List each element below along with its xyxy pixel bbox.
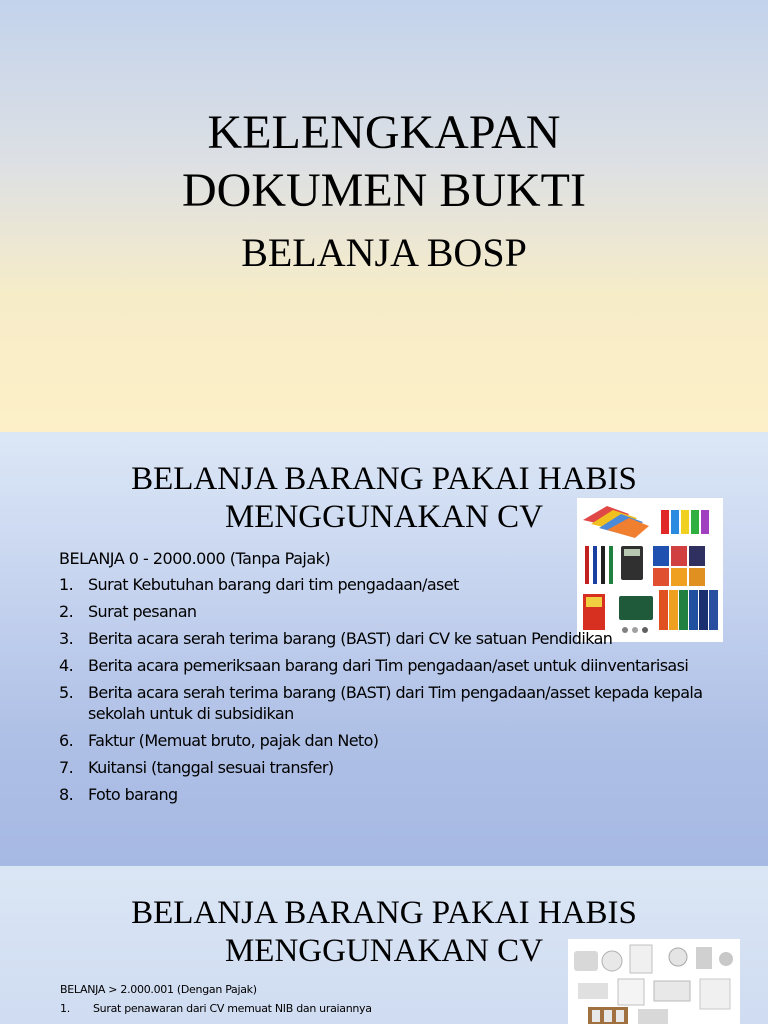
- slide-title-line2: DOKUMEN BUKTI: [182, 164, 586, 217]
- list-text: Berita acara pemeriksaan barang dari Tim pengadaan/aset untuk diinventarisasi: [88, 656, 689, 675]
- list-number: 3.: [59, 629, 74, 648]
- list-item: [59, 574, 739, 595]
- list-text: Berita acara serah terima barang (BAST) dari Tim pengadaan/asset kepada kepala sekolah untuk di subsidikan: [88, 683, 703, 723]
- document-list: [60, 1002, 372, 1016]
- list-text: Faktur (Memuat bruto, pajak dan Neto): [88, 731, 379, 750]
- list-number: 8.: [59, 785, 74, 804]
- list-item: [59, 628, 739, 649]
- list-number: 4.: [59, 656, 74, 675]
- document-list: [59, 574, 739, 811]
- slide-subtitle: BELANJA BOSP: [241, 230, 527, 275]
- list-item: [59, 757, 739, 778]
- content-slide-with-tax: [0, 866, 768, 1024]
- slide-title: [0, 104, 768, 220]
- list-item: [59, 601, 739, 622]
- slide-title-line1: KELENGKAPAN: [207, 106, 561, 159]
- list-number: 7.: [59, 758, 74, 777]
- slide-heading-line2: MENGGUNAKAN CV: [224, 933, 544, 969]
- electrical-supplies-illustration: [568, 939, 740, 1024]
- slide-heading-line1: BELANJA BARANG PAKAI HABIS: [131, 895, 637, 931]
- list-number: 2.: [59, 602, 74, 621]
- list-number: 6.: [59, 731, 74, 750]
- list-number: 1.: [59, 575, 74, 594]
- list-item: [60, 1002, 372, 1016]
- slide-heading-line2: MENGGUNAKAN CV: [224, 499, 544, 535]
- list-text: Berita acara serah terima barang (BAST) dari CV ke satuan Pendidikan: [88, 629, 613, 648]
- list-item: [59, 655, 739, 676]
- title-slide: [0, 0, 768, 432]
- list-item: [59, 730, 739, 751]
- list-text: Surat penawaran dari CV memuat NIB dan uraiannya: [93, 1002, 372, 1015]
- list-number: 5.: [59, 683, 74, 702]
- list-number: 1.: [60, 1002, 70, 1015]
- price-range-label: BELANJA 0 - 2000.000 (Tanpa Pajak): [59, 549, 331, 568]
- price-range-label: BELANJA > 2.000.001 (Dengan Pajak): [60, 983, 257, 996]
- list-item: [59, 784, 739, 805]
- list-text: Surat Kebutuhan barang dari tim pengadaan/aset: [88, 575, 459, 594]
- list-item: [59, 682, 739, 724]
- list-text: Kuitansi (tanggal sesuai transfer): [88, 758, 334, 777]
- content-slide-no-tax: [0, 432, 768, 866]
- list-text: Foto barang: [88, 785, 178, 804]
- list-text: Surat pesanan: [88, 602, 197, 621]
- slide-heading-line1: BELANJA BARANG PAKAI HABIS: [131, 461, 637, 497]
- electrical-supplies-photo: [568, 939, 740, 1024]
